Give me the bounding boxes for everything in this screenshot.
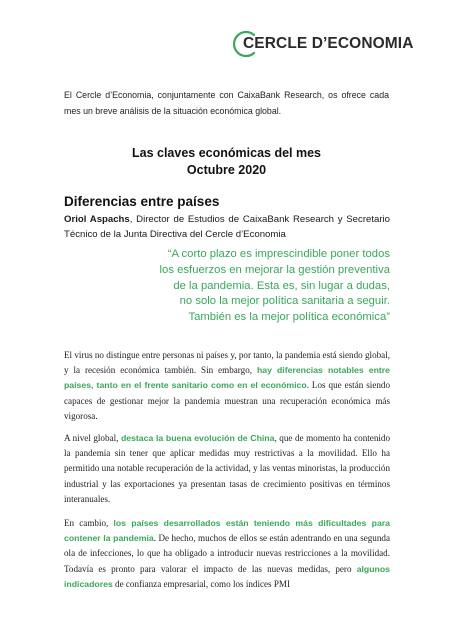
section-title: Diferencias entre países	[64, 194, 220, 209]
logo-text: CERCLE D’ECONOMIA	[243, 35, 414, 52]
pull-quote	[150, 247, 390, 326]
title-line-2: Octubre 2020	[186, 163, 267, 177]
intro-text: El Cercle d’Economia, conjuntamente con CaixaBank Research, os ofrece cada mes un breve análisis de la situación económica global.	[64, 90, 389, 116]
author-line	[64, 212, 390, 242]
paragraph-text: . Los que están siendo capaces de gestionar mejor la pandemia muestran una recuperación económica más vigorosa.	[64, 380, 390, 421]
author-role: , Director de Estudios de CaixaBank Research y Secretario Técnico de la Junta Directiva del Cercle d’Economia	[64, 214, 391, 240]
paragraph-text: de confianza empresarial, como los índices PMI	[112, 578, 291, 589]
quote-line: También es la mejor política económica”	[188, 311, 390, 324]
cercle-economia-logo	[231, 29, 413, 59]
paragraph-1	[64, 348, 390, 424]
quote-line: los esfuerzos en mejorar la gestión preventiva	[159, 263, 390, 276]
paragraph-text: . De hecho, muchos de ellos se están adentrando en una segunda ola de infecciones, lo que ha obligado a introducir nuevas restricciones a la movilidad. Todavía es pronto para valorar el impacto de las nuevas medidas, pero	[64, 533, 390, 574]
highlight-text: hay diferencias notables entre países, tanto en el frente sanitario como en el económico	[64, 365, 390, 391]
highlight-text: los países desarrollados están teniendo más dificultades para contener la pandemia	[64, 518, 390, 544]
quote-line: “A corto plazo es imprescindible poner todos	[167, 248, 390, 260]
highlight-text: algunos indicadores	[64, 563, 390, 589]
paragraph-2	[64, 431, 390, 507]
author-name: Oriol Aspachs	[64, 214, 130, 225]
paragraph-text: , que de momento ha contenido la pandemia sin tener que aplicar medidas muy restrictivas a la movilidad. Ello ha permitido una notable recuperación de la actividad, y las ventas minoristas, la producción industrial y las exportaciones ya presentan tasas de crecimiento positivas en términos interanuales.	[64, 433, 391, 504]
title-line-1: Las claves económicas del mes	[132, 146, 321, 160]
quote-line: no solo la mejor política sanitaria a seguir.	[179, 295, 390, 308]
highlight-text: destaca la buena evolución de China	[120, 433, 275, 443]
document-title	[64, 145, 389, 179]
quote-line: de la pandemia. Esta es, sin lugar a dudas,	[173, 279, 390, 292]
paragraph-text: A nivel global,	[64, 433, 121, 443]
paragraph-text: El virus no distingue entre personas ni países y, por tanto, la pandemia está siendo global, y la recesión económica también. Sin embargo,	[64, 350, 390, 376]
paragraph-3	[64, 516, 390, 592]
paragraph-text: En cambio,	[64, 518, 114, 528]
